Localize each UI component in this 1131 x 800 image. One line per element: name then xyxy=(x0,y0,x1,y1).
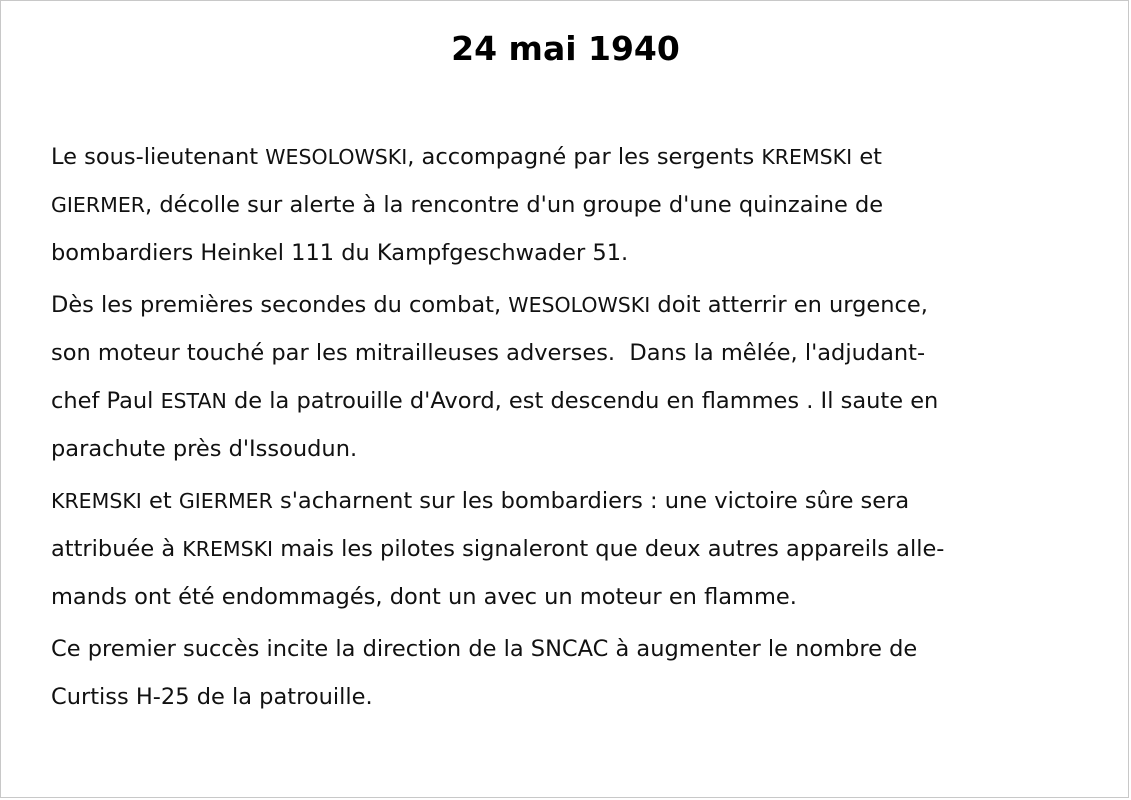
paragraph-3 xyxy=(51,477,1091,621)
text-line xyxy=(51,329,1091,377)
person-name: WESOLOWSKI xyxy=(508,293,651,317)
text-segment: , décolle sur alerte à la rencontre d'un groupe d'une quinzaine de xyxy=(145,192,884,218)
person-name: GIERMER xyxy=(178,489,273,513)
document-body xyxy=(51,133,1091,725)
person-name: GIERMER xyxy=(51,193,146,217)
text-segment: attribuée à xyxy=(51,536,183,562)
person-name: KREMSKI xyxy=(51,489,142,513)
text-segment: bombardiers Heinkel 111 du Kampfgeschwader 51. xyxy=(51,240,629,266)
page-title: 24 mai 1940 xyxy=(451,29,680,68)
text-segment: et xyxy=(141,488,179,514)
text-segment: parachute près d'Issoudun. xyxy=(51,436,358,462)
text-line xyxy=(51,281,1091,329)
person-name: ESTAN xyxy=(160,389,227,413)
text-line xyxy=(51,425,1091,473)
text-line xyxy=(51,133,1091,181)
person-name: KREMSKI xyxy=(761,145,853,169)
text-segment: mais les pilotes signaleront que deux autres appareils alle- xyxy=(273,536,945,562)
text-line xyxy=(51,625,1091,673)
text-line xyxy=(51,477,1091,525)
text-segment: son moteur touché par les mitrailleuses adverses. Dans la mêlée, l'adjudant- xyxy=(51,340,926,366)
text-segment: Ce premier succès incite la direction de la SNCAC à augmenter le nombre de xyxy=(51,636,918,662)
paragraph-1 xyxy=(51,133,1091,277)
paragraph-2 xyxy=(51,281,1091,473)
text-segment: Le sous-lieutenant xyxy=(51,144,266,170)
text-segment: Dès les premières secondes du combat, xyxy=(51,292,509,318)
text-segment: chef Paul xyxy=(51,388,161,414)
text-line xyxy=(51,673,1091,721)
text-line xyxy=(51,525,1091,573)
text-segment: doit atterrir en urgence, xyxy=(650,292,928,318)
text-line xyxy=(51,229,1091,277)
text-segment: mands ont été endommagés, dont un avec un moteur en flamme. xyxy=(51,584,797,610)
text-line xyxy=(51,573,1091,621)
person-name: WESOLOWSKI xyxy=(265,145,408,169)
text-segment: , accompagné par les sergents xyxy=(407,144,762,170)
text-segment: s'acharnent sur les bombardiers : une victoire sûre sera xyxy=(272,488,910,514)
text-line xyxy=(51,181,1091,229)
paragraph-4 xyxy=(51,625,1091,721)
text-line xyxy=(51,377,1091,425)
text-segment: Curtiss H-25 de la patrouille. xyxy=(51,684,373,710)
text-segment: et xyxy=(852,144,882,170)
person-name: KREMSKI xyxy=(182,537,274,561)
text-segment: de la patrouille d'Avord, est descendu en flammes . Il saute en xyxy=(226,388,939,414)
